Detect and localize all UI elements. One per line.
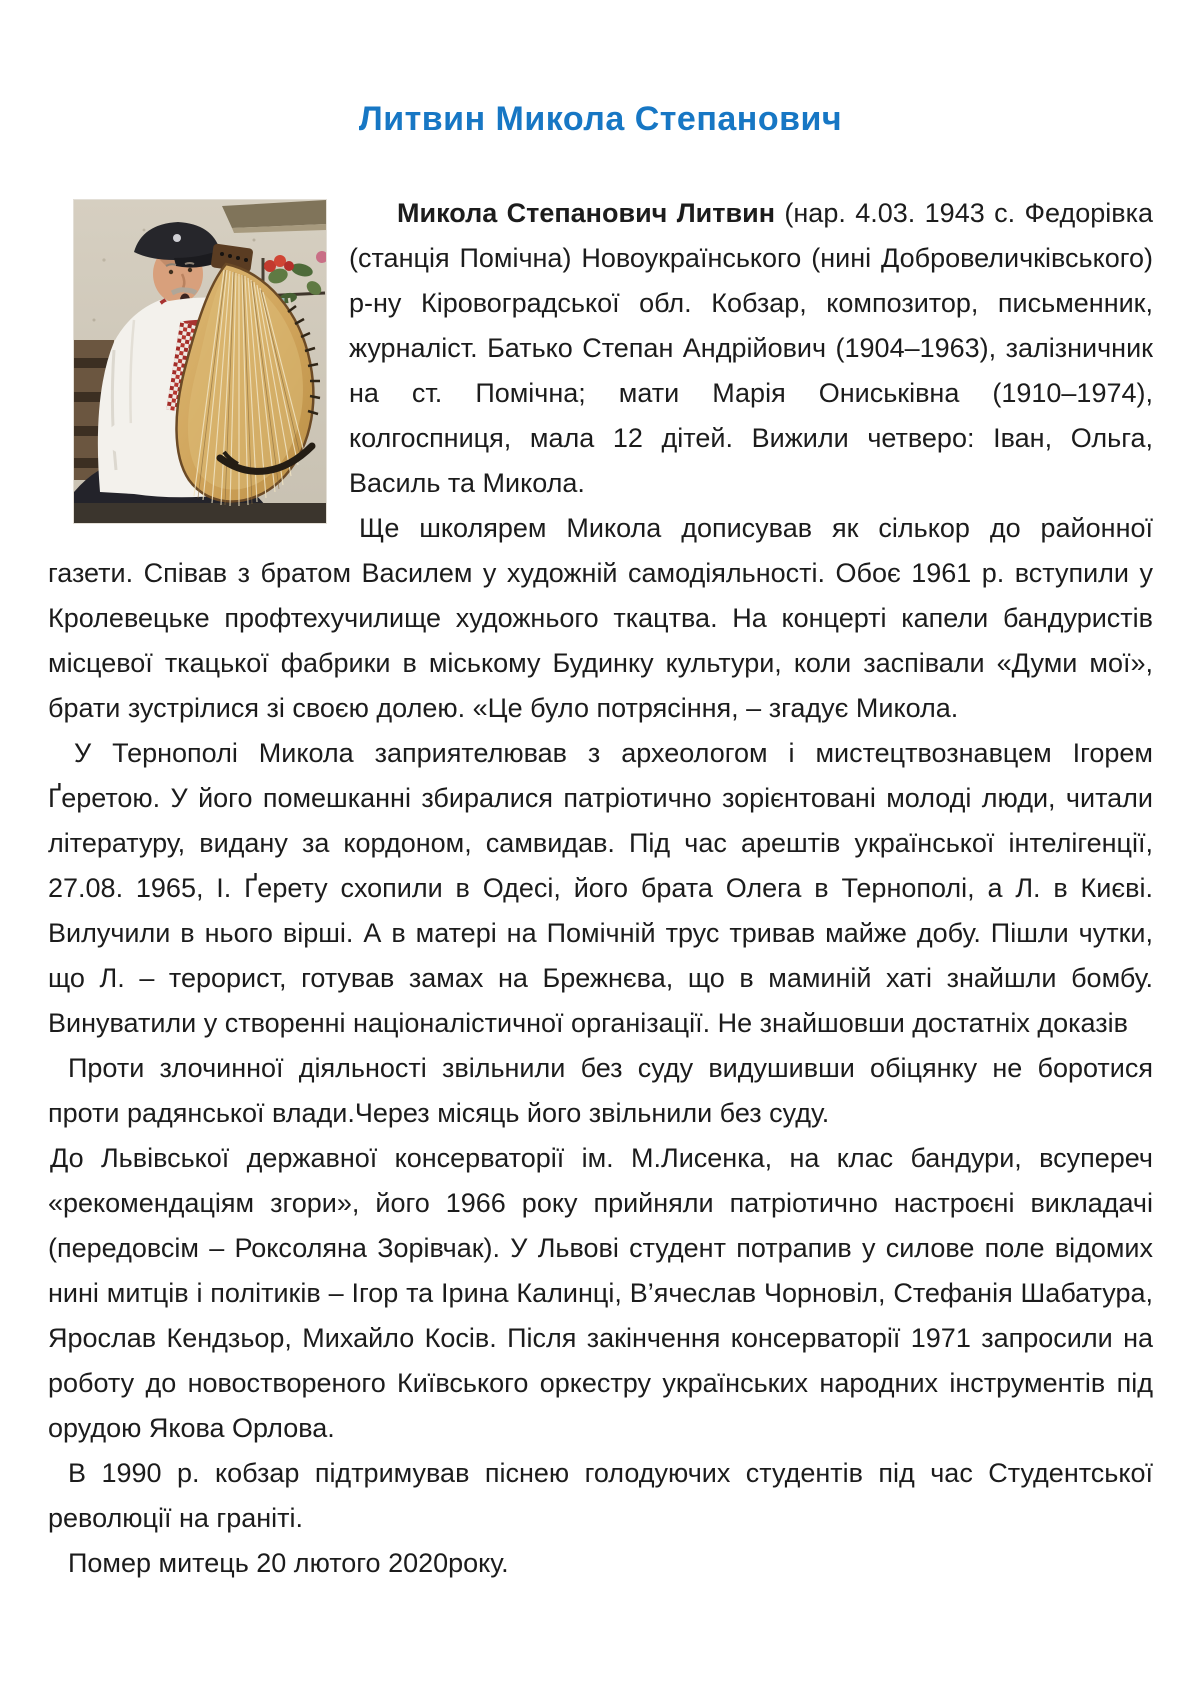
paragraph-1: Микола Степанович Литвин (нар. 4.03. 1943 с. Федорівка (станція Помічна) Новоукраїнського (нині Добровеличківського) р-ну Кіровоградської обл. Кобзар, композитор, письменник, журналіст. Батько Степан Андрійович (1904–1963), залізничник на ст. Помічна; мати Марія Ониськівна (1910–1974), колгоспниця, мала 12 дітей. Вижили четверо: Іван, Ольга, Василь та Микола. bbox=[349, 198, 1153, 498]
paragraph-6: В 1990 р. кобзар підтримував піснею голодуючих студентів під час Студентської революції на граніті. bbox=[48, 1458, 1153, 1533]
bandura-player-illustration bbox=[74, 200, 326, 523]
paragraph-4: Проти злочинної діяльності звільнили без суду видушивши обіцянку не боротися проти радянської влади.Через місяць його звільнили без суду. bbox=[48, 1053, 1153, 1128]
paragraph-bold-lead: Микола Степанович Литвин bbox=[397, 198, 776, 228]
paragraph-5: До Львівської державної консерваторії ім. М.Лисенка, на клас бандури, всупереч «рекомендаціям згори», його 1966 року прийняли патріотично настроєні викладачі (передовсім – Роксоляна Зорівчак). У Львові студент потрапив у силове поле відомих нині митців і політиків – Ігор та Ірина Калинці, В’ячеслав Чорновіл, Стефанія Шабатура, Ярослав Кендзьор, Михайло Косів. Після закінчення консерваторії 1971 запросили на роботу до новоствореного Київського оркестру українських народних інструментів під орудою Якова Орлова. bbox=[48, 1143, 1153, 1443]
portrait-photo bbox=[73, 199, 327, 524]
paragraph-2: Ще школярем Микола дописував як сількор до районної газети. Співав з братом Василем у художній самодіяльності. Обоє 1961 р. вступили у Кролевецьке профтехучилище художнього ткацтва. На концерті капели бандуристів місцевої ткацької фабрики в міському Будинку культури, коли заспівали «Думи мої», брати зустрілися зі своєю долею. «Це було потрясіння, – згадує Микола. bbox=[48, 513, 1153, 723]
page-title: Литвин Микола Степанович bbox=[358, 100, 843, 138]
article-body bbox=[48, 191, 1153, 1586]
paragraph-3: У Тернополі Микола заприятелював з археологом і мистецтвознавцем Ігорем Ґеретою. У його помешканні збиралися патріотично зорієнтовані молоді люди, читали літературу, видану за кордоном, самвидав. Під час арештів української інтелігенції, 27.08. 1965, І. Ґерету схопили в Одесі, його брата Олега в Тернополі, а Л. в Києві. Вилучили в нього вірші. А в матері на Помічній трус тривав майже добу. Пішли чутки, що Л. – терорист, готував замах на Брежнєва, що в маминій хаті знайшли бомбу. Винуватили у створенні націоналістичної організації. Не знайшовши достатніх доказів bbox=[48, 738, 1153, 1038]
paragraph-7: Помер митець 20 лютого 2020року. bbox=[68, 1548, 509, 1578]
